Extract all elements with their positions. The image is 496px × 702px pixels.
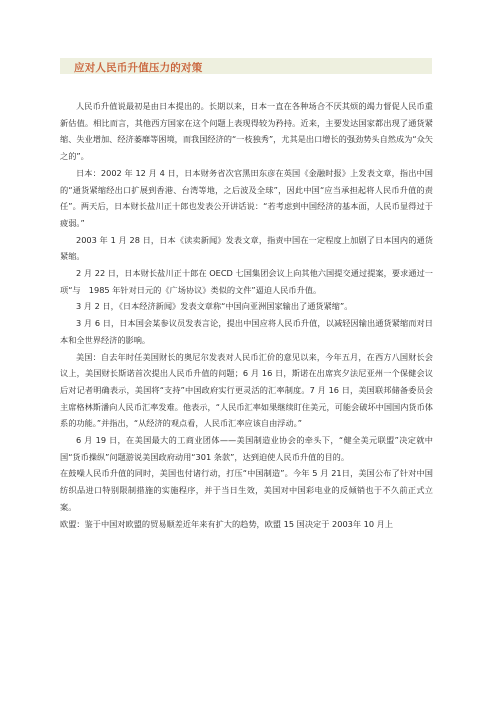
paragraph: 3 月 2 日，《日本经济新闻》发表文章称“中国向亚洲国家输出了通货紧缩”。 (76, 301, 353, 312)
paragraph: 在鼓噪人民币升值的同时，美国也付诸行动，打压“中国制造”。今年 5 月 21日，美国公布了针对中国纺织品进口特别限制措施的实施程序，并于当日生效，美国对中国彩电业的反倾销也于不久前正式立案。 (60, 468, 433, 512)
document-body (60, 98, 433, 532)
paragraph: 欧盟：鉴于中国对欧盟的贸易顺差近年来有扩大的趋势，欧盟 15 国决定于 2003年 10 月上 (60, 518, 394, 529)
paragraph: 人民币升值说最初是由日本提出的。长期以来，日本一直在各种场合不厌其烦的竭力督促人民币重新估值。相比而言，其他西方国家在这个问题上表现得较为矜持。近来，主要发达国家都出现了通货紧缩、失业增加、经济萎靡等困境，而我国经济的“一枝独秀”，尤其是出口增长的强劲势头自然成为“众矢之的”。 (60, 101, 433, 162)
paragraph: 日本：2002 年 12 月 4 日，日本财务省次官黑田东彦在英国《金融时报》上发表文章，指出中国的“通货紧缩经出口扩展到香港、台湾等地，之后波及全球”，因此中国“应当承担起将人民币升值的责任”。两天后，日本财长盐川正十郎也发表公开讲话说：“若考虑到中国经济的基本面，人民币显得过于疲弱。” (60, 167, 433, 228)
paragraph: 美国：自去年时任美国财长的奥尼尔发表对人民币汇价的意见以来，今年五月，在西方八国财长会议上，美国财长斯诺首次提出人民币升值的问题；6 月 16 日，斯诺在出席宾夕法尼亚州一个保健会议后对记者明确表示，美国将“支持”中国政府实行更灵活的汇率制度。7 月 16 日，美国联邦储备委员会主席格林斯潘向人民币汇率发难。他表示，“人民币汇率如果继续盯住美元，可能会破坏中国国内货币体系的功能。”并指出，“从经济的观点看，人民币汇率应该自由浮动。” (60, 351, 433, 429)
document-title: 应对人民币升值压力的对策 (74, 62, 203, 74)
paragraph: 2 月 22 日，日本财长盐川正十郎在 OECD 七国集团会议上向其他六国提交通过提案，要求通过一项“与 1985 年针对日元的《广场协议》类似的文件”逼迫人民币升值。 (60, 268, 433, 295)
paragraph: 2003 年 1 月 28 日，日本《读卖新闻》发表文章，指责中国在一定程度上加剧了日本国内的通货紧缩。 (60, 234, 433, 262)
paragraph: 6 月 19 日，在美国最大的工商业团体——美国制造业协会的牵头下，“健全美元联盟”决定就中国“货币操纵”问题游说美国政府动用“301 条款”，达到迫使人民币升值的目的。 (60, 435, 433, 462)
paragraph: 3 月 6 日，日本国会某参议员发表言论，提出中国应将人民币升值，以减轻因输出通货紧缩而对日本和全世界经济的影响。 (60, 318, 433, 345)
